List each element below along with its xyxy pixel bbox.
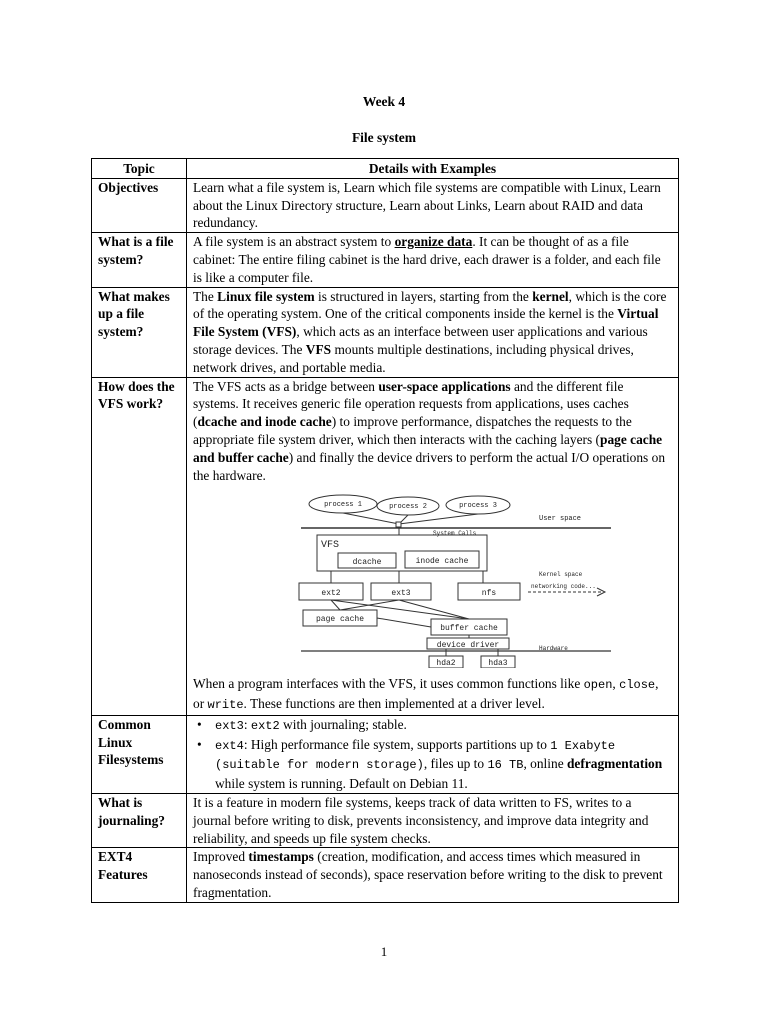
page-number: 1 (380, 944, 388, 959)
details-journaling: It is a feature in modern file systems, keeps track of data written to FS, writes to a journal before writing to disk, prevents inconsistency, and improve data integrity and reliability, and speeds up file system checks. (187, 793, 679, 847)
kernel-space-label: Kernel space (539, 571, 583, 579)
table-row (92, 715, 679, 793)
details-objectives: Learn what a file system is, Learn which file systems are compatible with Linux, Learn about the Linux Directory structure, Learn about Links, Learn about RAID and data redundancy. (187, 178, 679, 232)
table-row (92, 848, 679, 902)
emphasis: timestamps (248, 849, 314, 865)
nfs-label: nfs (481, 589, 497, 599)
vfs-label: VFS (321, 540, 340, 552)
emphasis: VFS (305, 341, 332, 357)
vfs-functions-paragraph (193, 675, 672, 715)
text: , online (523, 756, 567, 772)
details-vfs-work (187, 377, 679, 715)
process-3-label: process 3 (459, 502, 497, 511)
details-common (187, 715, 679, 793)
topic-ext4: EXT4 Features (92, 848, 187, 902)
code-size: 1 Exabyte (550, 738, 616, 753)
code-open: open (583, 678, 613, 693)
list-item (215, 736, 672, 793)
process-2-label: process 2 (389, 503, 427, 512)
details-makes-up (187, 287, 679, 377)
networking-label: networking code... (531, 583, 596, 591)
details-what-is (187, 233, 679, 287)
system-calls-label: System Calls (433, 530, 477, 538)
filesystems-list (193, 716, 672, 793)
text: , which is the core of the operating system. One of the critical components inside the kernel is the (193, 288, 667, 322)
text: A file system is an abstract system to (193, 234, 395, 250)
code-files: 16 TB (487, 758, 524, 773)
text: mounts multiple destinations, including physical drives, network drives, and portable media. (193, 341, 634, 375)
topic-objectives: Objectives (92, 178, 187, 232)
emphasis-organize-data: organize data (394, 234, 473, 250)
code-ext3: ext3 (215, 718, 244, 733)
emphasis: kernel (532, 288, 569, 304)
topics-table (91, 158, 679, 903)
text: : (243, 716, 251, 732)
hda2-label: hda2 (436, 659, 456, 669)
ext3-label: ext3 (391, 589, 411, 599)
table-row (92, 287, 679, 377)
text: , which acts as an interface between user applications and various storage devices. The (193, 324, 648, 357)
topic-journaling: What is journaling? (92, 793, 187, 847)
code-ext2: ext2 (250, 718, 280, 733)
table-header-row (92, 159, 679, 179)
topic-makes-up: What makes up a file system? (92, 287, 187, 377)
text: , (612, 676, 620, 692)
process-1-label: process 1 (324, 501, 362, 510)
vfs-architecture-diagram (193, 490, 669, 668)
list-item (215, 716, 672, 736)
text: . It can be thought of as a file cabinet: The entire filing cabinet is the hard drive, each drawer is a folder, and each file is like a computer file. (193, 234, 661, 285)
code-note: (suitable for modern storage) (215, 758, 424, 773)
table-row (92, 377, 679, 715)
page-cache-label: page cache (315, 615, 365, 625)
text: , files up to (423, 756, 488, 772)
header-details: Details with Examples (187, 159, 679, 179)
text: with journaling; stable. (279, 716, 407, 732)
code-ext4: ext4 (215, 738, 244, 753)
text: . These functions are then implemented at a driver level. (243, 695, 545, 711)
hardware-label: Hardware (539, 645, 568, 653)
emphasis: Linux file system (217, 288, 315, 304)
emphasis: defragmentation (566, 756, 663, 772)
text: The VFS acts as a bridge between (193, 378, 379, 394)
emphasis: page cache and buffer cache (193, 431, 663, 465)
hda3-label: hda3 (488, 659, 508, 669)
code-close: close (619, 678, 656, 693)
emphasis: Virtual File System (VFS) (193, 306, 659, 340)
text: (creation, modification, and access times which measured in nanoseconds instead of seconds), space reservation before writing to the disk to prevent fragmentation. (193, 849, 663, 900)
text: , or (193, 676, 659, 711)
table-row (92, 233, 679, 287)
text: ) to improve performance, dispatches the requests to the appropriate file system driver, which then interacts with the caching layers ( (193, 414, 632, 447)
details-ext4 (187, 848, 679, 902)
text: Improved (193, 849, 249, 865)
device-driver-label: device driver (436, 641, 500, 651)
user-space-label: User space (539, 515, 582, 524)
topic-vfs-work: How does the VFS work? (92, 377, 187, 715)
document-subtitle: File system (351, 130, 417, 145)
topic-what-is: What is a file system? (92, 233, 187, 287)
emphasis: user-space applications (378, 378, 511, 394)
text: while system is running. Default on Debian 11. (215, 776, 468, 792)
table-row (92, 178, 679, 232)
table-row (92, 793, 679, 847)
document-week-title: Week 4 (362, 94, 406, 109)
text: When a program interfaces with the VFS, it uses common functions like (193, 676, 584, 692)
vfs-diagram (193, 484, 672, 675)
header-topic: Topic (92, 159, 187, 179)
text: The (193, 288, 218, 304)
ext2-label: ext2 (321, 589, 341, 599)
text: : High performance file system, supports partitions up to (243, 736, 551, 752)
inode-cache-label: inode cache (415, 557, 469, 567)
text: and the different file systems. It receives generic file operation requests from applications, uses caches ( (193, 378, 629, 430)
vfs-paragraph (193, 378, 672, 485)
text: is structured in layers, starting from the (314, 288, 533, 304)
text: ) and finally the device drivers to perform the actual I/O operations on the hardware. (193, 449, 666, 483)
topic-common: Common Linux Filesystems (92, 715, 187, 793)
emphasis: dcache and inode cache (197, 414, 332, 430)
code-write: write (207, 697, 244, 712)
buffer-cache-label: buffer cache (440, 624, 498, 634)
dcache-label: dcache (352, 558, 382, 568)
